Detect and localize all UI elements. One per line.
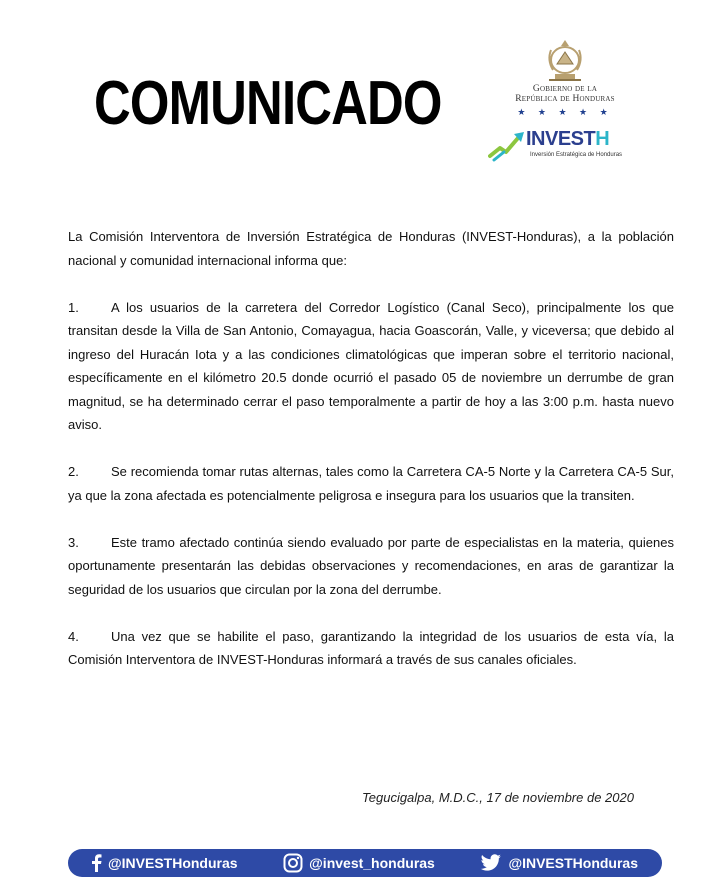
dateline: Tegucigalpa, M.D.C., 17 de noviembre de 2020 (362, 790, 634, 805)
invest-logo-text (526, 128, 609, 151)
item-text: Este tramo afectado continúa siendo evaluado por parte de especialistas en la materia, quienes oportunamente presentarán las debidas observaciones y recomendaciones, en aras de garantizar la seguridad de los usuarios que circulan por la zona del derrumbe. (68, 534, 674, 597)
gov-stars: ★ ★ ★ ★ ★ (517, 107, 613, 117)
intro-paragraph: La Comisión Interventora de Inversión Estratégica de Honduras (INVEST-Honduras), a la población nacional y comunidad internacional informa que: (68, 229, 674, 268)
social-footer-bar (68, 849, 662, 877)
item-number: 1. (68, 299, 79, 315)
coat-of-arms-icon (543, 36, 587, 84)
invest-logo-main: INVEST (526, 128, 596, 150)
twitter-handle: @INVESTHonduras (508, 855, 638, 871)
invest-logo-h: H (595, 128, 610, 150)
gov-logo-line-1: Gobierno de la (532, 84, 598, 94)
twitter-icon (480, 854, 502, 872)
item-text: Una vez que se habilite el paso, garantizando la integridad de los usuarios de esta vía, la Comisión Interventora de INVEST-Honduras informará a través de sus canales oficiales. (68, 628, 674, 667)
page-title: COMUNICADO (94, 69, 442, 138)
instagram-icon (283, 853, 303, 873)
item-number: 4. (68, 628, 79, 644)
list-item (68, 460, 674, 507)
instagram-handle: @invest_honduras (309, 855, 435, 871)
invest-logo-subtitle: Inversión Estratégica de Honduras (530, 152, 623, 158)
list-item (68, 296, 674, 437)
twitter-link[interactable] (480, 854, 638, 872)
document-body (68, 225, 674, 695)
facebook-handle: @INVESTHonduras (108, 855, 238, 871)
item-number: 2. (68, 464, 79, 479)
invest-honduras-logo (488, 124, 628, 164)
instagram-link[interactable] (283, 853, 435, 873)
gov-logo-line-2: República de Honduras (515, 94, 615, 104)
item-number: 3. (68, 534, 79, 550)
list-item (68, 625, 674, 672)
facebook-icon (90, 854, 102, 872)
list-item (68, 531, 674, 602)
item-text: Se recomienda tomar rutas alternas, tales como la Carretera CA-5 Norte y la Carretera CA-5 Sur, ya que la zona afectada es potencialmente peligrosa e insegura para los usuarios que la transiten. (68, 464, 674, 503)
facebook-link[interactable] (90, 854, 238, 872)
government-logo (510, 36, 620, 118)
item-text: A los usuarios de la carretera del Corredor Logístico (Canal Seco), principalmente los que transitan desde la Villa de San Antonio, Comayagua, hacia Goascorán, Valle, y viceversa; que debido al ingreso del Huracán Iota y a las condiciones climatológicas que imperan sobre el territorio nacional, específicamente en el kilómetro 20.5 donde ocurrió el pasado 05 de noviembre un derrumbe de gran magnitud, se ha determinado cerrar el paso temporalmente a partir de hoy a las 3:00 p.m. hasta nuevo aviso. (68, 299, 674, 432)
